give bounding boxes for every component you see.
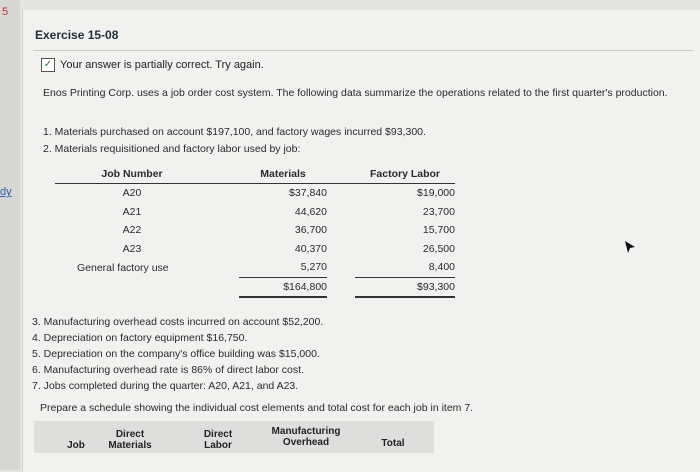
job-number-cell: A23 [122,242,142,255]
materials-labor-table [55,166,455,298]
table-row [55,184,455,203]
title-divider [33,50,693,51]
table-row [55,221,455,240]
table-total-row [55,277,455,297]
labor-cell: 15,700 [422,224,455,237]
materials-cell: $37,840 [289,187,327,200]
data-list-part2 [32,314,323,394]
answer-status-text: Your answer is partially correct. Try again. [60,59,264,71]
list-item: 1. Materials purchased on account $197,100, and factory wages incurred $93,300. [43,126,426,138]
problem-intro: Enos Printing Corp. uses a job order cost system. The following data summarize the operations related to the first quarter's production. [43,87,668,99]
partial-correct-icon: ✓ [41,58,55,72]
table-row [55,258,455,277]
list-item: 3. Manufacturing overhead costs incurred on account $52,200. [32,316,324,328]
list-item: 6. Manufacturing overhead rate is 86% of direct labor cost. [32,364,304,376]
data-list-part1 [43,124,426,158]
left-sidebar-strip [0,0,20,470]
column-header-materials: Materials [239,166,327,184]
list-item: 7. Jobs completed during the quarter: A20, A21, and A23. [32,380,299,392]
answer-status [41,58,264,72]
schedule-header-job: Job [67,440,85,451]
schedule-header-manufacturing-overhead: Manufacturing Overhead [271,426,341,448]
question-marker: 5 [2,6,9,18]
materials-cell: 5,270 [239,258,327,277]
labor-total: $93,300 [355,277,455,297]
column-header-factory-labor: Factory Labor [355,166,455,184]
list-item: 2. Materials requisitioned and factory labor used by job: [43,143,301,155]
list-item: 4. Depreciation on factory equipment $16,750. [32,332,248,344]
job-number-cell: A21 [122,205,142,218]
sidebar-link-fragment[interactable]: dy [0,186,12,198]
exercise-title: Exercise 15-08 [35,28,119,42]
job-number-cell: General factory use [77,261,169,274]
materials-cell: 36,700 [294,224,327,237]
schedule-header-row [34,421,434,453]
column-header-job-number: Job Number [55,166,209,184]
job-number-cell: A20 [122,187,142,200]
schedule-header-direct-labor: Direct Labor [203,429,233,451]
schedule-prompt: Prepare a schedule showing the individual cost elements and total cost for each job in item 7. [40,402,474,414]
labor-cell: 8,400 [355,258,455,277]
labor-cell: $19,000 [417,187,455,200]
materials-cell: 44,620 [294,205,327,218]
job-number-cell: A22 [122,224,142,237]
list-item: 5. Depreciation on the company's office building was $15,000. [32,348,320,360]
labor-cell: 23,700 [422,205,455,218]
schedule-header-direct-materials: Direct Materials [108,429,152,451]
labor-cell: 26,500 [422,242,455,255]
materials-total: $164,800 [239,277,327,297]
schedule-header-total: Total [381,438,405,449]
table-row [55,203,455,222]
materials-cell: 40,370 [294,242,327,255]
mouse-cursor-icon [624,240,636,254]
table-row [55,240,455,259]
